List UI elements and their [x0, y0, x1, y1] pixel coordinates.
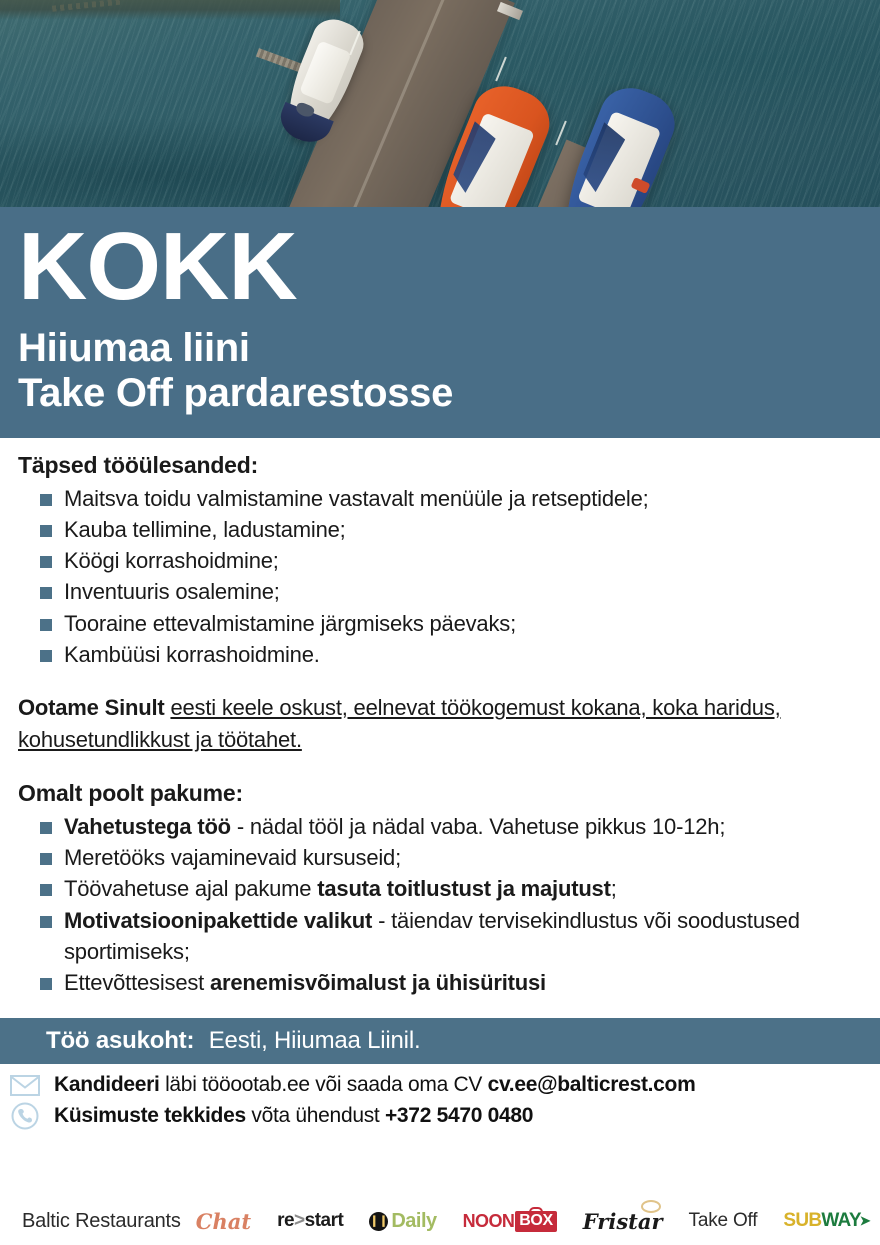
noonbox-logo: [463, 1211, 557, 1232]
bullet-square-icon: [40, 556, 52, 568]
bullet-square-icon: [40, 525, 52, 537]
takeoff-logo: Take Off: [688, 1210, 758, 1231]
bullet-square-icon: [40, 619, 52, 631]
shoreline: [0, 0, 340, 20]
daily-logo-text: Daily: [391, 1209, 437, 1232]
expectations-text: eesti keele oskust, eelnevat töökogemust kokana, koka haridus, kohusetundlikkust ja töötahet.: [18, 695, 781, 753]
list-item: [40, 608, 864, 639]
list-item: [40, 483, 864, 514]
restart-logo-chevron: >: [294, 1210, 305, 1231]
offer-text: - nädal tööl ja nädal vaba. Vahetuse pikkus 10-12h;: [230, 813, 726, 839]
expectations-lead: Ootame Sinult: [18, 695, 165, 721]
footer-brand-strip: [0, 1197, 880, 1245]
duty-text: Kambüüsi korrashoidmine.: [64, 641, 320, 667]
apply-row: [8, 1073, 880, 1097]
restart-logo-part1: re: [277, 1210, 295, 1231]
bullet-square-icon: [40, 650, 52, 662]
list-item: [40, 811, 864, 842]
duty-text: Köögi korrashoidmine;: [64, 548, 279, 574]
list-item: [40, 873, 864, 904]
questions-lead: Küsimuste tekkides: [54, 1104, 246, 1128]
apply-email[interactable]: cv.ee@balticrest.com: [487, 1073, 696, 1097]
duty-text: Maitsva toidu valmistamine vastavalt menüüle ja retseptidele;: [64, 485, 649, 511]
subway-logo-arrow-icon: ➤: [859, 1213, 870, 1228]
noonbox-logo-part1: NOON: [462, 1210, 515, 1231]
location-label: Töö asukoht:: [46, 1027, 195, 1055]
list-item: [40, 905, 864, 967]
bullet-square-icon: [40, 978, 52, 990]
offers-heading: Omalt poolt pakume:: [18, 779, 243, 806]
duties-list: [40, 483, 864, 670]
brand-logo-row: [196, 1209, 870, 1234]
bullet-square-icon: [40, 853, 52, 865]
list-item: [40, 576, 864, 607]
restart-logo: [277, 1210, 343, 1232]
questions-middle: võta ühendust: [245, 1104, 385, 1128]
job-subtitle: [18, 326, 880, 416]
list-item: [40, 545, 864, 576]
apply-lead: Kandideeri: [54, 1073, 160, 1097]
job-description-content: [0, 438, 880, 999]
apply-middle: läbi tööootab.ee või saada oma CV: [159, 1073, 488, 1097]
offer-text: Meretööks vajaminevaid kursuseid;: [64, 845, 401, 871]
envelope-icon: [8, 1075, 42, 1096]
offer-text: Töövahetuse ajal pakume: [64, 876, 318, 902]
hero-photo: [0, 0, 880, 207]
subway-logo: [783, 1210, 870, 1232]
offer-text: - täiendav tervisekindlustus või soodustused sportimiseks;: [64, 907, 800, 964]
company-name: Baltic Restaurants: [22, 1209, 181, 1232]
daily-logo: [369, 1210, 436, 1233]
noonbox-logo-part2: BOX: [515, 1211, 556, 1232]
title-banner: [0, 207, 880, 438]
restart-logo-part2: start: [304, 1210, 344, 1231]
offer-bold-suffix: arenemisvõimalust ja ühisüritusi: [209, 970, 546, 996]
questions-phone[interactable]: +372 5470 0480: [384, 1104, 534, 1128]
location-value: Eesti, Hiiumaa Liinil.: [208, 1027, 421, 1055]
subway-logo-part1: SUB: [783, 1210, 822, 1231]
list-item: [40, 842, 864, 873]
questions-text: [54, 1104, 533, 1128]
contact-section: [0, 1064, 880, 1130]
bullet-square-icon: [40, 822, 52, 834]
bullet-square-icon: [40, 884, 52, 896]
subway-logo-part2: WAY: [821, 1210, 861, 1231]
list-item: [40, 514, 864, 545]
questions-row: [8, 1102, 880, 1130]
duty-text: Inventuuris osalemine;: [64, 579, 280, 605]
duty-text: Kauba tellimine, ladustamine;: [64, 517, 346, 543]
duty-text: Tooraine ettevalmistamine järgmiseks päevaks;: [64, 610, 516, 636]
chat-logo: Chat: [195, 1208, 252, 1234]
list-item: [40, 967, 864, 998]
offers-list: [40, 811, 864, 998]
page-title: KOKK: [18, 213, 297, 320]
duties-heading: Täpsed tööülesanded:: [18, 451, 259, 478]
offer-bold-prefix: Vahetustega töö: [64, 813, 231, 839]
apply-text: [54, 1073, 695, 1097]
offer-bold-prefix: Motivatsioonipakettide valikut: [64, 907, 373, 933]
offer-tail: ;: [610, 876, 617, 902]
location-bar: [0, 1018, 880, 1064]
phone-circle-icon: [8, 1102, 42, 1130]
list-item: [40, 639, 864, 670]
daily-logo-cutlery-icon: ❙❙: [369, 1212, 388, 1231]
job-subtitle-line-2: Take Off pardarestosse: [18, 370, 454, 415]
expectations-block: [18, 692, 864, 756]
bullet-square-icon: [40, 494, 52, 506]
job-subtitle-line-1: Hiiumaa liini: [18, 326, 250, 371]
fristar-logo: Fristar: [582, 1208, 663, 1234]
bullet-square-icon: [40, 587, 52, 599]
offer-bold-suffix: tasuta toitlustust ja majutust: [317, 876, 611, 902]
bullet-square-icon: [40, 916, 52, 928]
offer-text: Ettevõttesisest: [64, 970, 210, 996]
